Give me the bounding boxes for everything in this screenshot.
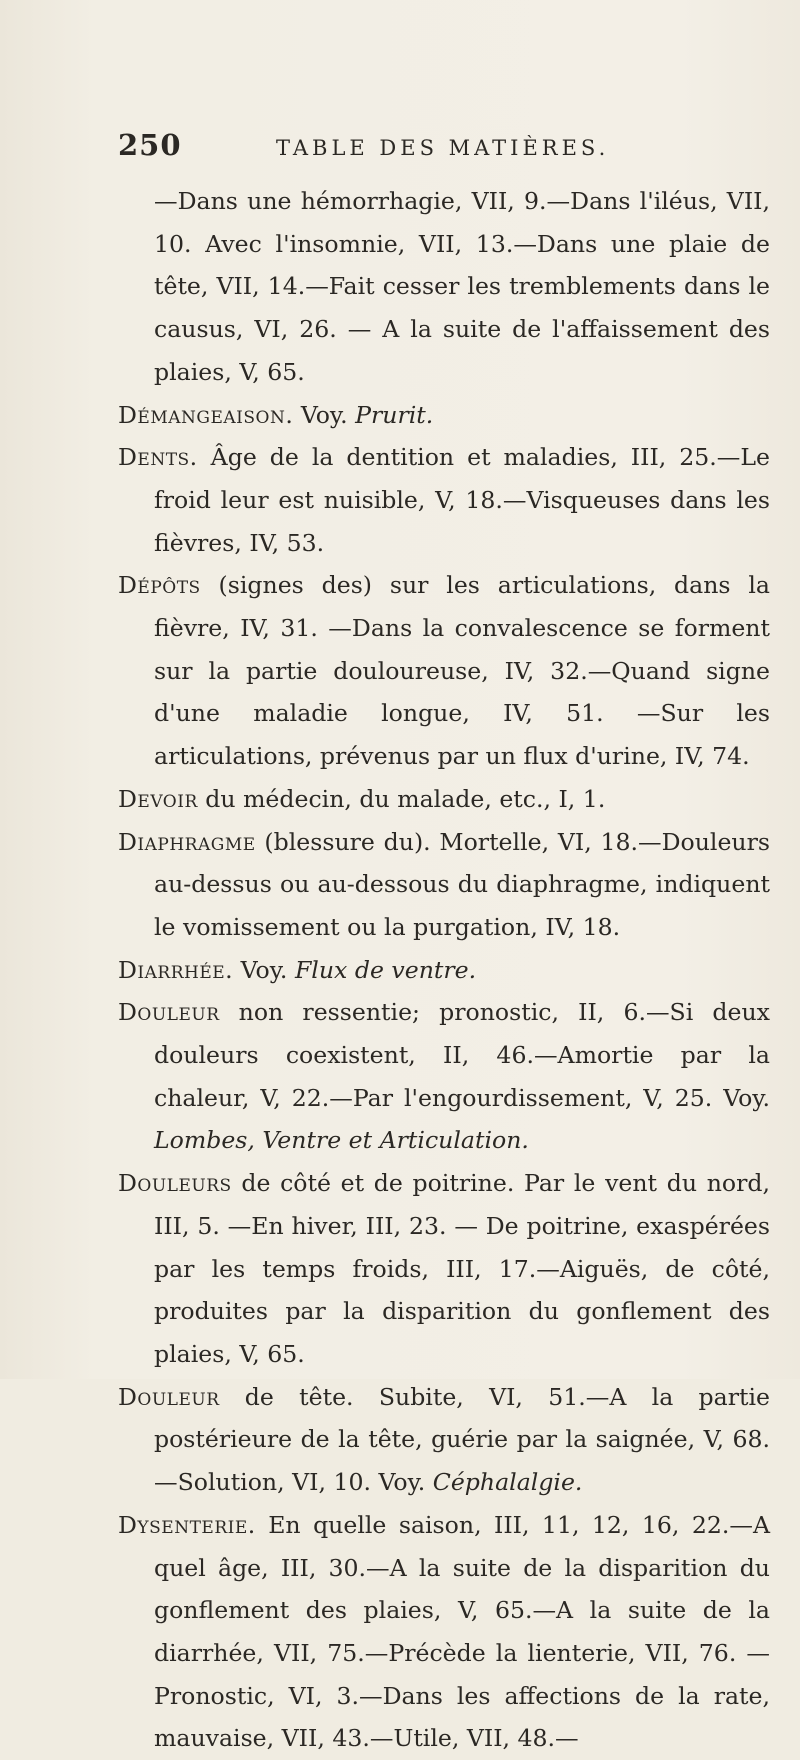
entry-cross-reference: Céphalalgie. [432,1468,583,1497]
entry-text: —Dans une hémorrhagie, VII, 9.—Dans l'iléus, VII, 10. Avec l'insomnie, VII, 13.—Dans une plaie de tête, VII, 14.—Fait cesser les tremblements dans le causus, VI, 26. — A la suite de l'affaissement des plaies, V, 65. [154,187,770,386]
entry-text: (signes des) sur les articulations, dans la fièvre, IV, 31. —Dans la convalescence se forment sur la partie douloureuse, IV, 32.—Quand signe d'une maladie longue, IV, 51. —Sur les articulations, prévenus par un flux d'urine, IV, 74. [154,571,770,771]
entry-text: du médecin, du malade, etc., I, 1. [197,784,606,813]
entry-headword: Démangeaison. [118,400,294,429]
index-entry [118,821,770,949]
index-entry [118,564,770,778]
index-entry [118,1504,770,1760]
entry-text: Voy. [293,400,356,429]
entry-text: Âge de la dentition et maladies, III, 25.—Le froid leur est nuisible, V, 18.—Visqueuses dans les fièvres, IV, 53. [154,443,770,557]
index-entry [118,436,770,564]
page-number: 250 [118,128,182,162]
index-entry [118,991,770,1162]
index-entry [118,949,770,992]
running-title: TABLE DES MATIÈRES. [276,136,610,160]
index-body [118,180,770,1760]
entry-headword: Diaphragme [118,827,256,856]
entry-headword: Dysenterie. [118,1510,256,1539]
entry-text: En quelle saison, III, 11, 12, 16, 22.—A quel âge, III, 30.—A la suite de la disparition du gonflement des plaies, V, 65.—A la suite de la diarrhée, VII, 75.—Précède la lienterie, VII, 76. — Pronostic, VI, 3.—Dans les affections de la rate, mauvaise, VII, 43.—Utile, VII, 48.— [154,1510,770,1753]
entry-cross-reference: Prurit. [355,400,434,429]
entry-headword: Devoir [118,784,198,813]
entry-headword: Douleurs [118,1169,232,1198]
index-entry-continued [118,180,770,394]
page-header [118,128,758,168]
entry-headword: Douleur [118,998,220,1027]
entry-headword: Douleur [118,1382,220,1411]
entry-headword: Dépôts [118,571,201,600]
index-entry [118,778,770,821]
entry-headword: Diarrhée. [118,955,234,984]
index-entry [118,1376,770,1504]
entry-text: Voy. [233,955,295,984]
entry-text: de côté et de poitrine. Par le vent du nord, III, 5. —En hiver, III, 23. — De poitrine, exaspérées par les temps froids, III, 17.—Aiguës, de côté, produites par la disparition du gonflement des plaies, V, 65. [154,1169,770,1368]
index-entry [118,394,770,437]
entry-text: non ressentie; pronostic, II, 6.—Si deux douleurs coexistent, II, 46.—Amortie par la chaleur, V, 22.—Par l'engourdissement, V, 25. Voy. [154,998,770,1112]
entry-text: (blessure du). Mortelle, VI, 18.—Douleurs au-dessus ou au-dessous du diaphragme, indiquent le vomissement ou la purgation, IV, 18. [154,827,770,941]
entry-cross-reference: Lombes, Ventre et Articulation. [154,1126,529,1155]
entry-cross-reference: Flux de ventre. [294,955,477,984]
entry-headword: Dents. [118,443,198,472]
entry-text: de tête. Subite, VI, 51.—A la partie postérieure de la tête, guérie par la saignée, V, 68.—Solution, VI, 10. Voy. [154,1382,770,1497]
index-entry [118,1162,770,1376]
